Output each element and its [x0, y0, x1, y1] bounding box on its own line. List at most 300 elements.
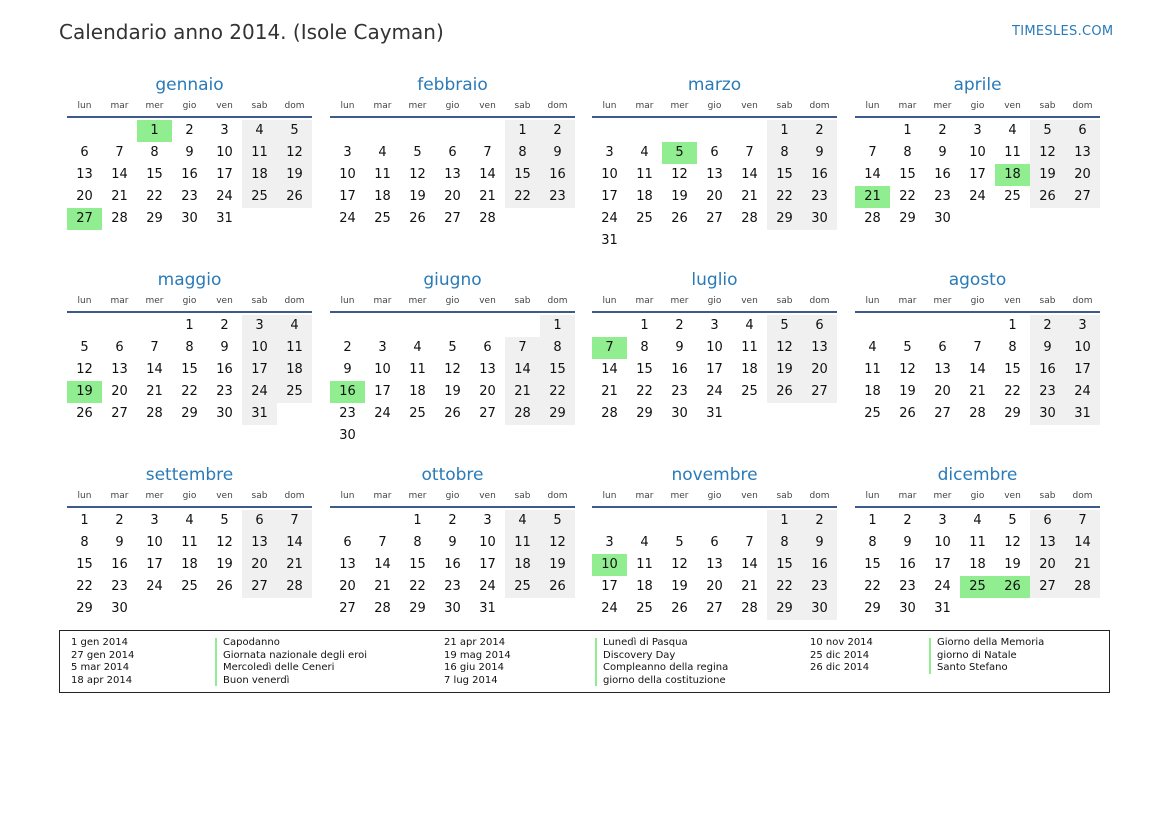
empty-cell — [470, 315, 505, 337]
weekday-label: mar — [898, 296, 917, 306]
weekday-label: mer — [145, 491, 164, 501]
day-cell: 17 — [146, 557, 163, 572]
legend-date: 19 mag 2014 — [444, 649, 511, 661]
weekday-label: gio — [182, 101, 197, 111]
day-cell: 28 — [864, 211, 881, 226]
weekday-label: ven — [741, 296, 758, 306]
day-cell: 6 — [448, 145, 457, 160]
weekday-label: ven — [216, 491, 233, 501]
weekend-day-cell: 29 — [540, 403, 575, 425]
month-name: ottobre — [421, 465, 484, 485]
day-cell: 7 — [150, 340, 159, 355]
weekend-day-cell: 28 — [277, 576, 312, 598]
weekend-day-cell: 19 — [767, 359, 802, 381]
weekday-label: lun — [602, 491, 617, 501]
day-cell: 14 — [969, 362, 986, 377]
header-rule — [855, 311, 1100, 313]
weekend-day-cell: 25 — [242, 186, 277, 208]
day-cell: 4 — [1008, 123, 1017, 138]
day-cell: 10 — [339, 167, 356, 182]
day-cell: 18 — [636, 579, 653, 594]
day-cell: 24 — [146, 579, 163, 594]
legend-date: 1 gen 2014 — [71, 637, 129, 648]
day-cell: 14 — [601, 362, 618, 377]
weekend-day-cell: 16 — [1030, 359, 1065, 381]
day-cell: 5 — [903, 340, 912, 355]
weekday-label: mar — [373, 101, 392, 111]
day-cell: 18 — [181, 557, 198, 572]
weekday-label: sab — [251, 491, 268, 501]
day-cell: 30 — [934, 211, 951, 226]
holiday-day-cell: 27 — [67, 208, 102, 230]
weekend-day-cell: 7 — [505, 337, 540, 359]
weekend-day-cell: 20 — [1065, 164, 1100, 186]
day-cell: 1 — [185, 318, 194, 333]
day-cell: 16 — [181, 167, 198, 182]
month-settembre — [67, 465, 312, 620]
weekday-label: sab — [1039, 101, 1056, 111]
weekend-day-cell: 19 — [277, 164, 312, 186]
holiday-day-cell: 19 — [67, 381, 102, 403]
day-cell: 4 — [378, 145, 387, 160]
day-cell: 28 — [111, 211, 128, 226]
days-grid — [855, 315, 1100, 425]
day-cell: 2 — [220, 318, 229, 333]
day-cell: 3 — [343, 145, 352, 160]
weekend-day-cell: 2 — [802, 120, 837, 142]
empty-cell — [627, 510, 662, 532]
day-cell: 12 — [409, 167, 426, 182]
day-cell: 24 — [706, 384, 723, 399]
legend-holiday-name: Capodanno — [223, 637, 280, 648]
day-cell: 29 — [146, 211, 163, 226]
day-cell: 7 — [973, 340, 982, 355]
weekday-label: ven — [1004, 296, 1021, 306]
day-cell: 13 — [444, 167, 461, 182]
weekday-label: mer — [408, 296, 427, 306]
day-cell: 15 — [146, 167, 163, 182]
month-maggio — [67, 270, 312, 425]
day-cell: 12 — [76, 362, 93, 377]
day-cell: 31 — [601, 233, 618, 248]
day-cell: 25 — [409, 406, 426, 421]
day-cell: 28 — [969, 406, 986, 421]
weekday-label: sab — [251, 296, 268, 306]
empty-cell — [330, 120, 365, 142]
day-cell: 19 — [899, 384, 916, 399]
day-cell: 26 — [444, 406, 461, 421]
weekday-header — [67, 293, 312, 309]
day-cell: 28 — [479, 211, 496, 226]
day-cell: 15 — [76, 557, 93, 572]
weekday-label: mar — [373, 296, 392, 306]
day-cell: 28 — [374, 601, 391, 616]
weekday-header — [592, 488, 837, 504]
empty-cell — [662, 510, 697, 532]
weekday-label: sab — [776, 491, 793, 501]
empty-cell — [627, 120, 662, 142]
legend-date: 21 apr 2014 — [444, 637, 506, 648]
weekend-day-cell: 1 — [767, 120, 802, 142]
weekend-day-cell: 20 — [242, 554, 277, 576]
day-cell: 11 — [409, 362, 426, 377]
holiday-day-cell: 25 — [960, 576, 995, 598]
day-cell: 14 — [741, 557, 758, 572]
day-cell: 22 — [1004, 384, 1021, 399]
weekend-day-cell: 10 — [1065, 337, 1100, 359]
day-cell: 21 — [969, 384, 986, 399]
month-name: agosto — [948, 270, 1007, 290]
weekday-label: lun — [77, 491, 92, 501]
day-cell: 24 — [934, 579, 951, 594]
weekend-day-cell: 22 — [767, 186, 802, 208]
day-cell: 9 — [903, 535, 912, 550]
day-cell: 11 — [374, 167, 391, 182]
day-cell: 26 — [671, 601, 688, 616]
day-cell: 20 — [444, 189, 461, 204]
weekday-label: gio — [445, 101, 460, 111]
day-cell: 9 — [185, 145, 194, 160]
weekday-header — [330, 488, 575, 504]
weekday-label: dom — [284, 101, 305, 111]
empty-cell — [855, 315, 890, 337]
day-cell: 23 — [934, 189, 951, 204]
month-name: giugno — [423, 270, 482, 290]
day-cell: 10 — [374, 362, 391, 377]
weekday-header — [592, 293, 837, 309]
day-cell: 27 — [111, 406, 128, 421]
weekend-day-cell: 31 — [1065, 403, 1100, 425]
days-grid — [67, 315, 312, 425]
day-cell: 27 — [934, 406, 951, 421]
day-cell: 24 — [601, 601, 618, 616]
day-cell: 23 — [339, 406, 356, 421]
weekend-day-cell: 1 — [505, 120, 540, 142]
day-cell: 30 — [671, 406, 688, 421]
empty-cell — [592, 120, 627, 142]
day-cell: 30 — [216, 406, 233, 421]
days-grid — [855, 120, 1100, 230]
weekday-label: ven — [216, 296, 233, 306]
legend-names-2 — [603, 637, 728, 687]
weekday-label: lun — [77, 101, 92, 111]
weekend-day-cell: 9 — [1030, 337, 1065, 359]
weekday-label: dom — [809, 491, 830, 501]
weekend-day-cell: 28 — [1065, 576, 1100, 598]
empty-cell — [67, 315, 102, 337]
day-cell: 6 — [343, 535, 352, 550]
weekend-day-cell: 19 — [1030, 164, 1065, 186]
weekday-label: mer — [670, 491, 689, 501]
day-cell: 16 — [899, 557, 916, 572]
holiday-legend — [59, 630, 1110, 693]
day-cell: 2 — [115, 513, 124, 528]
month-name: settembre — [145, 465, 234, 485]
weekend-day-cell: 24 — [242, 381, 277, 403]
weekend-day-cell: 6 — [802, 315, 837, 337]
weekday-label: dom — [547, 491, 568, 501]
weekend-day-cell: 26 — [1030, 186, 1065, 208]
weekday-label: mer — [933, 296, 952, 306]
day-cell: 27 — [339, 601, 356, 616]
day-cell: 31 — [706, 406, 723, 421]
holiday-day-cell: 26 — [995, 576, 1030, 598]
weekend-day-cell: 12 — [1030, 142, 1065, 164]
day-cell: 18 — [741, 362, 758, 377]
day-cell: 8 — [413, 535, 422, 550]
weekend-day-cell: 18 — [242, 164, 277, 186]
day-cell: 20 — [479, 384, 496, 399]
weekday-header — [330, 98, 575, 114]
day-cell: 28 — [741, 601, 758, 616]
weekend-day-cell: 31 — [242, 403, 277, 425]
weekday-label: mer — [408, 101, 427, 111]
day-cell: 15 — [181, 362, 198, 377]
weekend-day-cell: 22 — [767, 576, 802, 598]
day-cell: 22 — [899, 189, 916, 204]
days-grid — [67, 510, 312, 620]
legend-date: 25 dic 2014 — [810, 649, 870, 661]
day-cell: 28 — [741, 211, 758, 226]
day-cell: 30 — [444, 601, 461, 616]
day-cell: 10 — [706, 340, 723, 355]
month-name: gennaio — [155, 75, 224, 95]
weekday-label: sab — [514, 491, 531, 501]
day-cell: 24 — [479, 579, 496, 594]
day-cell: 3 — [605, 145, 614, 160]
day-cell: 25 — [741, 384, 758, 399]
legend-holiday-name: giorno della costituzione — [603, 674, 726, 686]
day-cell: 14 — [111, 167, 128, 182]
month-gennaio — [67, 75, 312, 230]
day-cell: 1 — [1008, 318, 1017, 333]
weekend-day-cell: 8 — [540, 337, 575, 359]
day-cell: 17 — [374, 384, 391, 399]
weekend-day-cell: 12 — [767, 337, 802, 359]
weekend-day-cell: 4 — [242, 120, 277, 142]
weekday-label: mar — [110, 296, 129, 306]
holiday-day-cell: 21 — [855, 186, 890, 208]
weekday-label: lun — [340, 101, 355, 111]
empty-cell — [400, 315, 435, 337]
days-grid — [855, 510, 1100, 620]
day-cell: 4 — [640, 535, 649, 550]
day-cell: 3 — [605, 535, 614, 550]
weekend-day-cell: 9 — [802, 142, 837, 164]
legend-holiday-name: Giorno della Memoria — [937, 637, 1045, 648]
day-cell: 13 — [111, 362, 128, 377]
weekend-day-cell: 8 — [505, 142, 540, 164]
day-cell: 14 — [479, 167, 496, 182]
month-aprile — [855, 75, 1100, 230]
weekday-label: lun — [340, 491, 355, 501]
day-cell: 16 — [444, 557, 461, 572]
day-cell: 22 — [636, 384, 653, 399]
header-rule — [67, 311, 312, 313]
header-rule — [592, 506, 837, 508]
day-cell: 29 — [899, 211, 916, 226]
day-cell: 2 — [343, 340, 352, 355]
weekday-label: gio — [970, 101, 985, 111]
empty-cell — [697, 120, 732, 142]
day-cell: 10 — [146, 535, 163, 550]
weekend-day-cell: 2 — [540, 120, 575, 142]
empty-cell — [470, 120, 505, 142]
weekday-label: lun — [865, 296, 880, 306]
brand-link[interactable]: TIMESLES.COM — [1012, 24, 1114, 39]
day-cell: 8 — [640, 340, 649, 355]
day-cell: 19 — [671, 189, 688, 204]
legend-holiday-name: Lunedì di Pasqua — [603, 637, 688, 648]
day-cell: 25 — [636, 601, 653, 616]
day-cell: 13 — [706, 557, 723, 572]
weekday-label: mar — [898, 491, 917, 501]
day-cell: 10 — [479, 535, 496, 550]
day-cell: 31 — [934, 601, 951, 616]
weekend-day-cell: 9 — [540, 142, 575, 164]
page-title: Calendario anno 2014. (Isole Cayman) — [59, 20, 444, 44]
month-novembre — [592, 465, 837, 620]
empty-cell — [592, 315, 627, 337]
day-cell: 12 — [899, 362, 916, 377]
day-cell: 12 — [216, 535, 233, 550]
day-cell: 30 — [181, 211, 198, 226]
weekday-label: gio — [707, 296, 722, 306]
day-cell: 22 — [146, 189, 163, 204]
day-cell: 11 — [969, 535, 986, 550]
weekend-day-cell: 23 — [802, 576, 837, 598]
legend-date: 27 gen 2014 — [71, 649, 135, 661]
weekday-label: gio — [707, 101, 722, 111]
day-cell: 2 — [675, 318, 684, 333]
weekend-day-cell: 1 — [767, 510, 802, 532]
day-cell: 17 — [339, 189, 356, 204]
day-cell: 21 — [601, 384, 618, 399]
day-cell: 18 — [374, 189, 391, 204]
weekday-label: ven — [741, 101, 758, 111]
day-cell: 4 — [868, 340, 877, 355]
day-cell: 8 — [903, 145, 912, 160]
empty-cell — [662, 120, 697, 142]
weekend-day-cell: 6 — [1030, 510, 1065, 532]
weekday-header — [855, 293, 1100, 309]
day-cell: 18 — [409, 384, 426, 399]
weekend-day-cell: 13 — [1030, 532, 1065, 554]
day-cell: 8 — [80, 535, 89, 550]
day-cell: 14 — [146, 362, 163, 377]
holiday-day-cell: 5 — [662, 142, 697, 164]
weekend-day-cell: 17 — [242, 359, 277, 381]
day-cell: 16 — [934, 167, 951, 182]
weekday-label: mer — [145, 296, 164, 306]
day-cell: 13 — [934, 362, 951, 377]
day-cell: 15 — [409, 557, 426, 572]
day-cell: 17 — [934, 557, 951, 572]
day-cell: 31 — [216, 211, 233, 226]
day-cell: 29 — [864, 601, 881, 616]
day-cell: 5 — [1008, 513, 1017, 528]
weekday-label: dom — [547, 296, 568, 306]
holiday-day-cell: 18 — [995, 164, 1030, 186]
weekday-label: gio — [707, 491, 722, 501]
day-cell: 5 — [448, 340, 457, 355]
day-cell: 20 — [76, 189, 93, 204]
weekend-day-cell: 15 — [767, 554, 802, 576]
day-cell: 1 — [640, 318, 649, 333]
weekend-day-cell: 16 — [540, 164, 575, 186]
day-cell: 2 — [185, 123, 194, 138]
empty-cell — [855, 120, 890, 142]
day-cell: 27 — [706, 601, 723, 616]
weekday-label: lun — [865, 101, 880, 111]
empty-cell — [925, 315, 960, 337]
legend-date: 16 giu 2014 — [444, 662, 504, 673]
weekday-label: mer — [145, 101, 164, 111]
month-name: maggio — [157, 270, 222, 290]
weekday-label: mer — [408, 491, 427, 501]
weekend-day-cell: 18 — [277, 359, 312, 381]
weekday-label: dom — [284, 296, 305, 306]
month-dicembre — [855, 465, 1100, 620]
day-cell: 11 — [864, 362, 881, 377]
day-cell: 10 — [969, 145, 986, 160]
weekend-day-cell: 13 — [1065, 142, 1100, 164]
weekday-label: ven — [479, 491, 496, 501]
day-cell: 3 — [378, 340, 387, 355]
month-marzo — [592, 75, 837, 252]
weekday-label: mar — [110, 101, 129, 111]
weekend-day-cell: 27 — [242, 576, 277, 598]
day-cell: 29 — [76, 601, 93, 616]
legend-holiday-name: Santo Stefano — [937, 662, 1008, 673]
weekday-label: ven — [479, 296, 496, 306]
day-cell: 13 — [706, 167, 723, 182]
day-cell: 21 — [479, 189, 496, 204]
weekday-label: lun — [602, 101, 617, 111]
weekday-label: lun — [340, 296, 355, 306]
weekday-label: mar — [635, 296, 654, 306]
day-cell: 22 — [409, 579, 426, 594]
weekday-label: sab — [776, 296, 793, 306]
day-cell: 26 — [409, 211, 426, 226]
weekday-label: mer — [933, 101, 952, 111]
day-cell: 18 — [969, 557, 986, 572]
day-cell: 18 — [864, 384, 881, 399]
day-cell: 29 — [1004, 406, 1021, 421]
day-cell: 25 — [1004, 189, 1021, 204]
weekend-day-cell: 7 — [277, 510, 312, 532]
weekend-day-cell: 21 — [277, 554, 312, 576]
weekend-day-cell: 3 — [1065, 315, 1100, 337]
holiday-day-cell: 7 — [592, 337, 627, 359]
days-grid — [592, 315, 837, 425]
weekday-label: dom — [1072, 101, 1093, 111]
weekday-header — [330, 293, 575, 309]
weekend-day-cell: 24 — [1065, 381, 1100, 403]
day-cell: 8 — [185, 340, 194, 355]
weekend-day-cell: 15 — [505, 164, 540, 186]
header-rule — [592, 116, 837, 118]
day-cell: 30 — [111, 601, 128, 616]
weekday-label: sab — [1039, 491, 1056, 501]
legend-date: 7 lug 2014 — [444, 674, 498, 686]
day-cell: 24 — [969, 189, 986, 204]
weekday-label: sab — [251, 101, 268, 111]
weekend-day-cell: 11 — [505, 532, 540, 554]
day-cell: 23 — [216, 384, 233, 399]
weekend-day-cell: 2 — [802, 510, 837, 532]
day-cell: 1 — [903, 123, 912, 138]
